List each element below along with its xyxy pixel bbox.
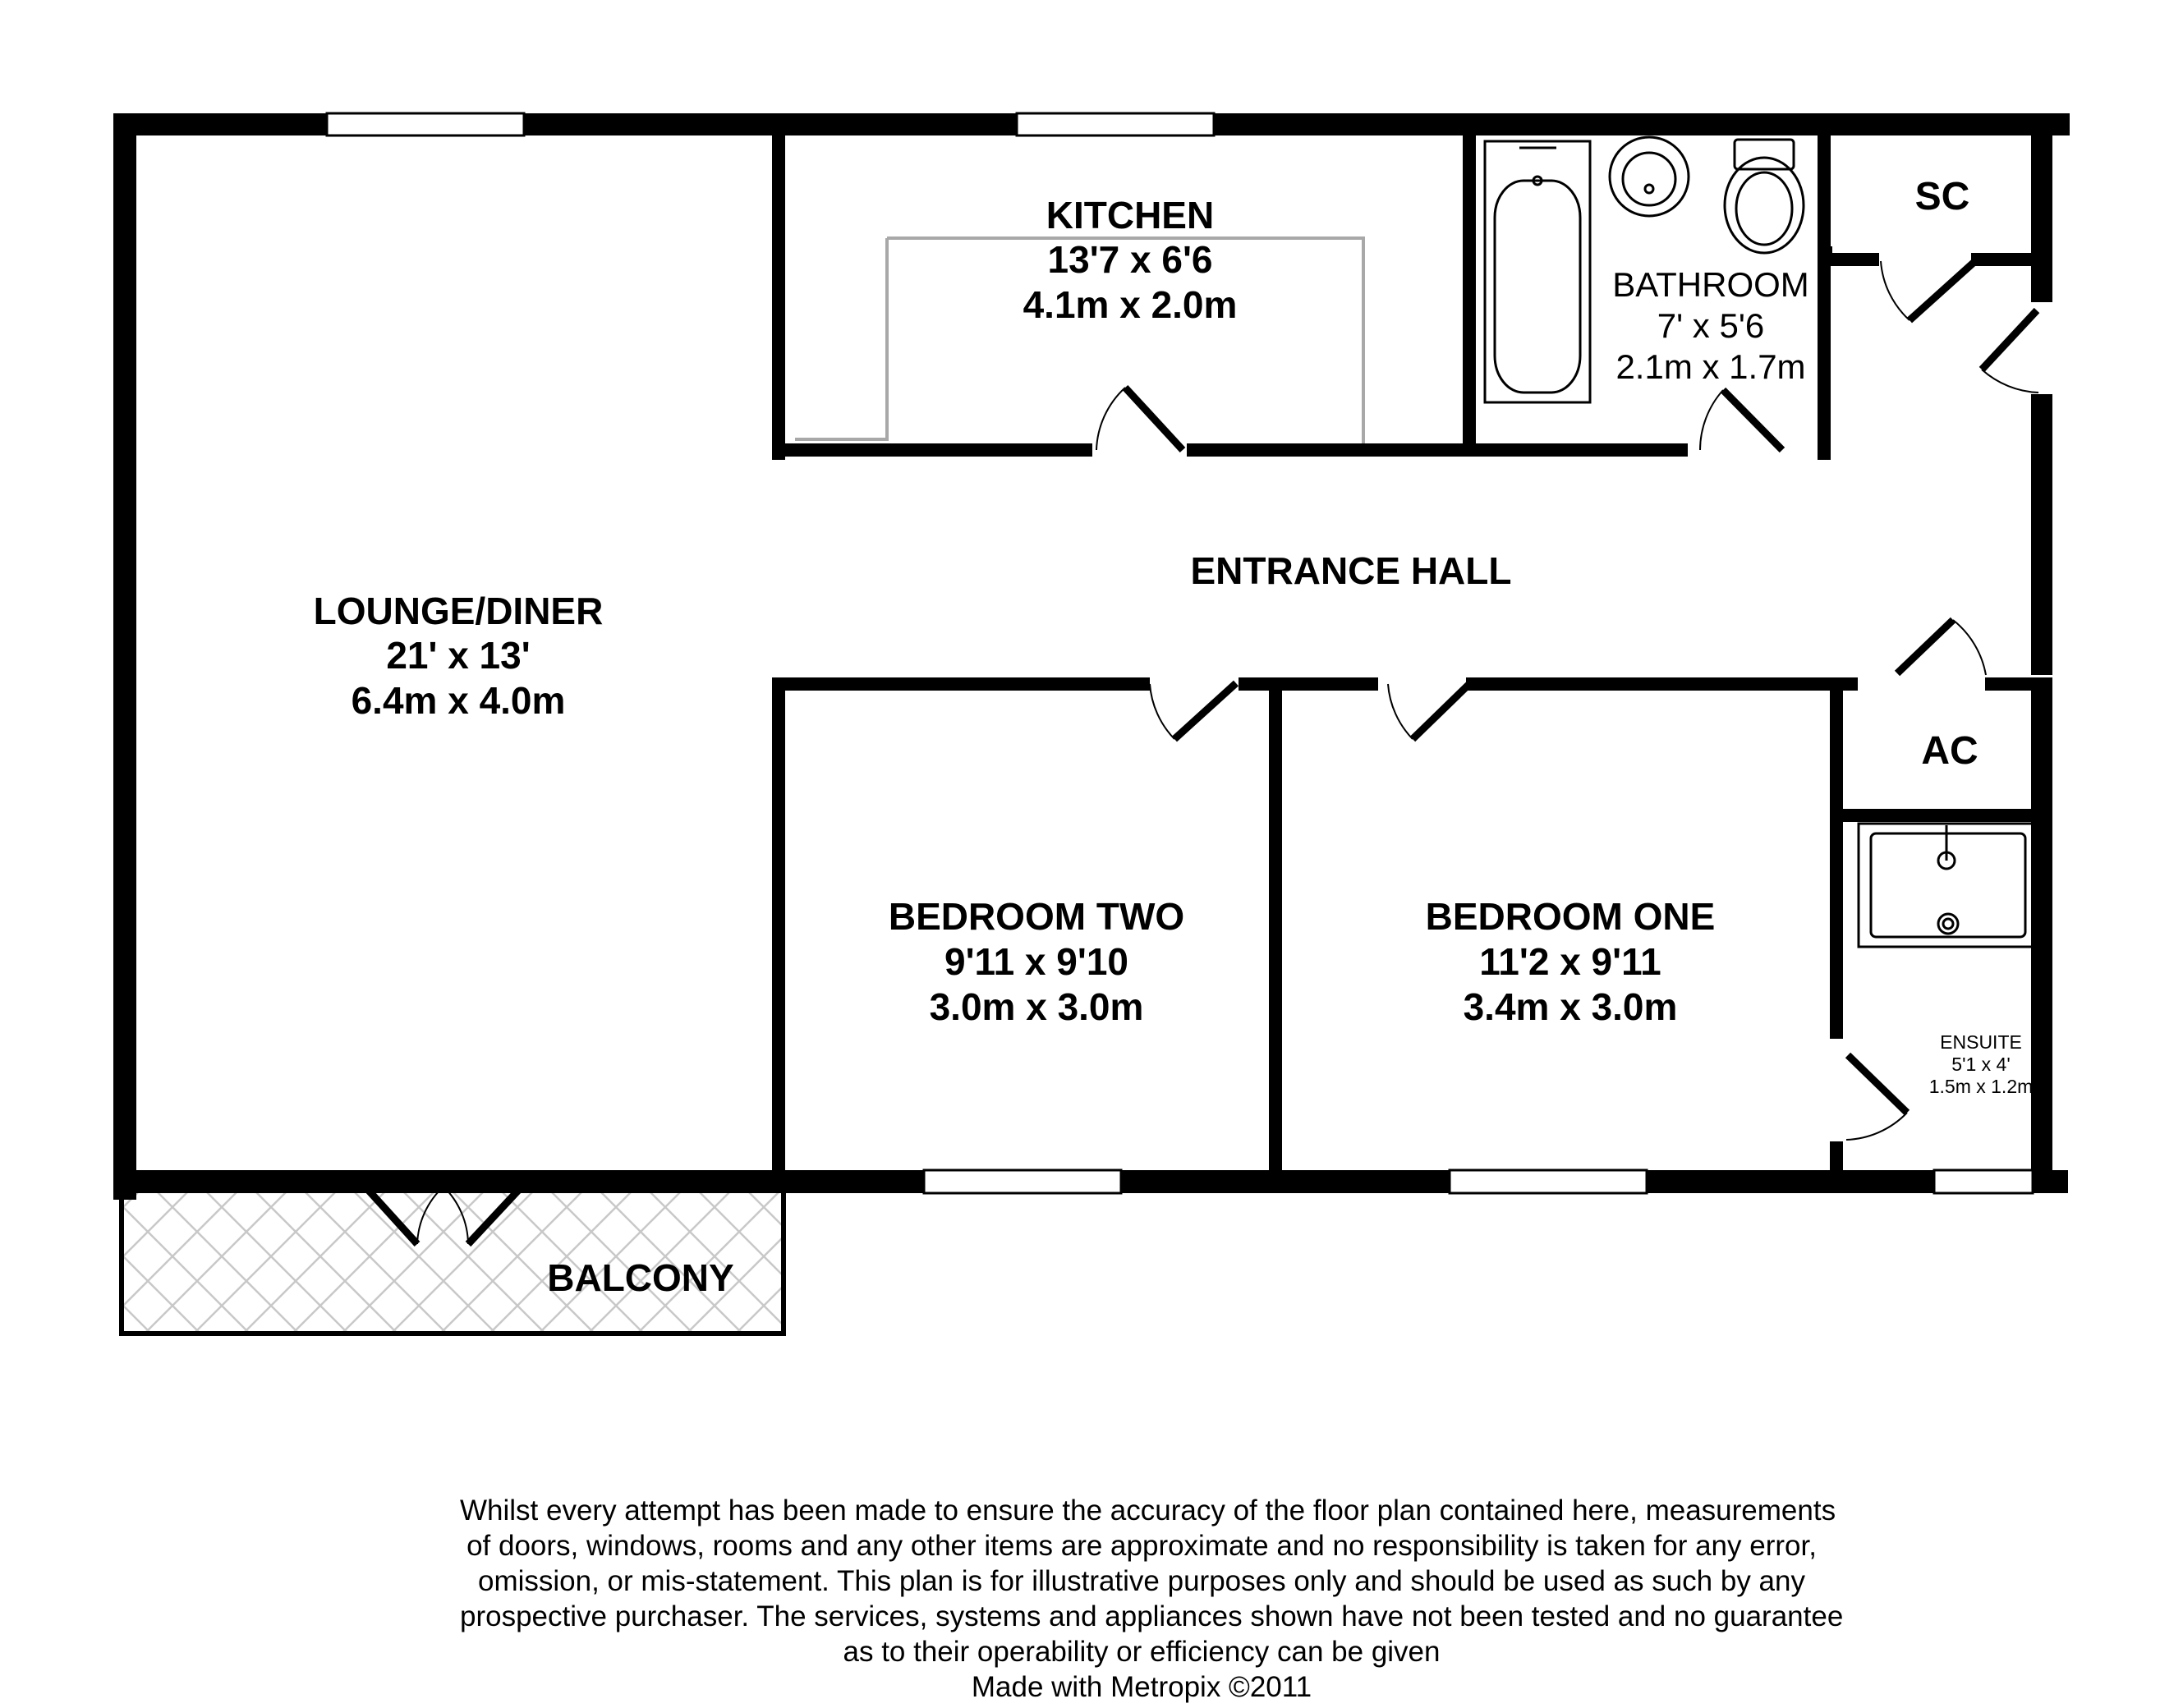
disclaimer-line: prospective purchaser. The services, systems and appliances shown have not been tested and no guarantee xyxy=(460,1600,1844,1632)
window-ensuite xyxy=(1934,1170,2033,1193)
bedroom-two-imperial: 9'11 x 9'10 xyxy=(944,940,1128,983)
disclaimer-line: as to their operability or efficiency can be given xyxy=(843,1636,1441,1668)
lounge-name: LOUNGE/DINER xyxy=(313,590,604,632)
kitchen-name: KITCHEN xyxy=(1046,194,1215,236)
shower-tray-icon xyxy=(1859,824,2036,947)
disclaimer-line: omission, or mis-statement. This plan is for illustrative purposes only and should be used as such by any xyxy=(478,1565,1805,1597)
bathroom-label xyxy=(1612,265,1809,386)
window-lounge xyxy=(327,113,524,135)
ensuite-imperial: 5'1 x 4' xyxy=(1951,1054,2011,1075)
bedroom-one-imperial: 11'2 x 9'11 xyxy=(1479,940,1661,983)
disclaimer-line: Whilst every attempt has been made to ensure the accuracy of the floor plan contained here, measurements xyxy=(460,1494,1836,1527)
bedroom-two-label xyxy=(889,895,1184,1028)
toilet-icon xyxy=(1725,140,1804,253)
bedroom-one-label xyxy=(1426,895,1716,1028)
ac-label: AC xyxy=(1921,729,1978,773)
doors xyxy=(361,261,2038,1244)
bathroom-name: BATHROOM xyxy=(1612,265,1809,304)
sc-label: SC xyxy=(1914,175,1970,218)
balcony-label: BALCONY xyxy=(547,1256,734,1299)
disclaimer xyxy=(460,1493,1844,1705)
kitchen-imperial: 13'7 x 6'6 xyxy=(1047,238,1213,281)
lounge-label xyxy=(314,590,604,722)
bath-icon xyxy=(1485,141,1590,402)
lounge-metric: 6.4m x 4.0m xyxy=(351,679,566,722)
window-bedroom-one xyxy=(1450,1170,1647,1193)
lounge-imperial: 21' x 13' xyxy=(386,634,531,677)
bathroom-metric: 2.1m x 1.7m xyxy=(1615,347,1806,386)
bathroom-imperial: 7' x 5'6 xyxy=(1657,306,1765,345)
window-bedroom-two xyxy=(924,1170,1121,1193)
ensuite-label xyxy=(1929,1031,2034,1097)
bedroom-one-metric: 3.4m x 3.0m xyxy=(1463,985,1678,1028)
bedroom-two-metric: 3.0m x 3.0m xyxy=(929,985,1144,1028)
kitchen-metric: 4.1m x 2.0m xyxy=(1023,283,1238,326)
bedroom-two-name: BEDROOM TWO xyxy=(888,895,1185,938)
kitchen-label xyxy=(1023,194,1238,326)
disclaimer-credit: Made with Metropix ©2011 xyxy=(971,1671,1312,1703)
basin-icon xyxy=(1610,137,1689,216)
ensuite-name: ENSUITE xyxy=(1940,1031,2022,1053)
entrance-hall-label: ENTRANCE HALL xyxy=(1190,549,1512,592)
ensuite-metric: 1.5m x 1.2m xyxy=(1928,1076,2034,1097)
bedroom-one-name: BEDROOM ONE xyxy=(1425,895,1716,938)
disclaimer-line: of doors, windows, rooms and any other items are approximate and no responsibility is taken for any error, xyxy=(466,1530,1817,1562)
window-kitchen xyxy=(1017,113,1214,135)
